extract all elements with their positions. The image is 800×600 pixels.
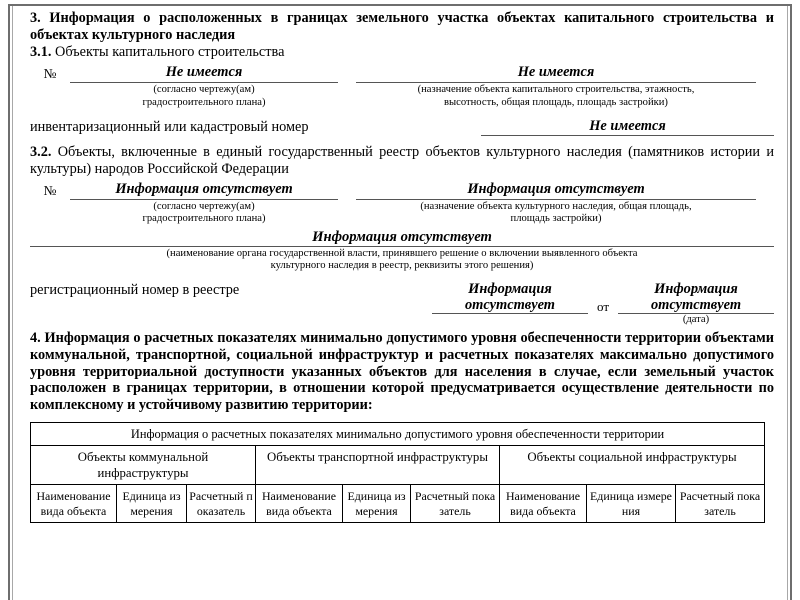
table-col-8: Расчетный показатель bbox=[676, 485, 765, 522]
section-3-1-heading bbox=[30, 44, 774, 61]
inventory-row bbox=[30, 118, 774, 136]
table-group-social: Объекты социальной инфраструктуры bbox=[500, 446, 765, 485]
field-3-1-purpose[interactable] bbox=[356, 64, 756, 109]
table-title-row bbox=[31, 423, 765, 446]
inventory-value: Не имеется bbox=[481, 118, 774, 136]
section-3-2-title: Объекты, включенные в единый государственный реестр объектов культурного наследия (памятников истории и культуры) народов Российской Федерации bbox=[30, 144, 774, 177]
section-3-2-number: 3.2. bbox=[30, 144, 52, 160]
registration-number-value: Информация отсутствует bbox=[432, 281, 588, 314]
table-col-7: Единица измерения bbox=[587, 485, 676, 522]
field-3-1-purpose-value: Не имеется bbox=[356, 64, 756, 83]
inventory-field[interactable] bbox=[481, 118, 774, 136]
slide-border-right bbox=[790, 4, 792, 600]
table-title: Информация о расчетных показателях минимально допустимого уровня обеспеченности территории bbox=[31, 423, 765, 446]
number-symbol-3-2: № bbox=[43, 183, 57, 198]
field-3-1-drawing-caption: (согласно чертежу(ам) градостроительного плана) bbox=[142, 84, 266, 108]
section-4-heading: 4. Информация о расчетных показателях минимально допустимого уровня обеспеченности территории объектами коммунальной, транспортной, социальной инфраструктур и расчетных показателях максимально допустимого уровня территориальной доступности указанных объектов для населения в случае, если земельный участок расположен в границах территории, в отношении которой предусматривается осуществление деятельности по комплексному и устойчивому развитию территории: bbox=[30, 330, 774, 413]
table-col-2: Расчетный показатель bbox=[187, 485, 256, 522]
field-3-2-drawing[interactable] bbox=[70, 181, 338, 226]
document-page bbox=[16, 6, 784, 598]
table-col-4: Единица измерения bbox=[343, 485, 411, 522]
registration-date-field[interactable] bbox=[618, 281, 774, 326]
slide-border-left-inner bbox=[12, 4, 13, 600]
section-3-1-field-row bbox=[30, 64, 774, 109]
inventory-label: инвентаризационный или кадастровый номер bbox=[30, 119, 309, 135]
section-3-2-heading bbox=[30, 144, 774, 178]
authority-field[interactable] bbox=[30, 228, 774, 273]
section-3-2-field-row bbox=[30, 181, 774, 226]
field-3-2-purpose-caption: (назначение объекта культурного наследия, общая площадь, площадь застройки) bbox=[420, 201, 692, 225]
section-3-1-title: Объекты капитального строительства bbox=[51, 44, 285, 61]
slide-border-left bbox=[8, 4, 10, 600]
table-col-5: Расчетный показатель bbox=[411, 485, 500, 522]
field-3-2-purpose[interactable] bbox=[356, 181, 756, 226]
registration-number-field[interactable] bbox=[432, 281, 588, 314]
table-group-communal: Объекты коммунальной инфраструктуры bbox=[31, 446, 256, 485]
table-col-3: Наименование вида объекта bbox=[256, 485, 343, 522]
field-3-2-drawing-value: Информация отсутствует bbox=[70, 181, 338, 200]
registration-connector: от bbox=[596, 299, 609, 314]
table-group-row bbox=[31, 446, 765, 485]
section-3-1-number: 3.1. bbox=[30, 44, 52, 61]
authority-caption: (наименование органа государственной власти, принявшего решение о включении выявленного объекта культурного наследия в реестр, реквизиты этого решения) bbox=[166, 247, 638, 272]
table-col-0: Наименование вида объекта bbox=[31, 485, 117, 522]
field-3-2-drawing-caption: (согласно чертежу(ам) градостроительного плана) bbox=[142, 201, 266, 225]
field-3-1-drawing-value: Не имеется bbox=[70, 64, 338, 83]
registration-label: регистрационный номер в реестре bbox=[30, 282, 240, 298]
indicators-table bbox=[30, 422, 765, 522]
section-3-heading: 3. Информация о расположенных в границах земельного участка объектах капитального строительства и объектах культурного наследия bbox=[30, 10, 774, 43]
field-3-2-purpose-value: Информация отсутствует bbox=[356, 181, 756, 200]
table-col-1: Единица измерения bbox=[117, 485, 187, 522]
table-col-6: Наименование вида объекта bbox=[500, 485, 587, 522]
authority-value: Информация отсутствует bbox=[30, 228, 774, 247]
field-3-1-purpose-caption: (назначение объекта капитального строительства, этажность, высотность, общая площадь, площадь застройки) bbox=[417, 84, 695, 108]
number-symbol-3-1: № bbox=[43, 66, 57, 82]
registration-row bbox=[30, 281, 774, 326]
registration-date-caption: (дата) bbox=[682, 314, 710, 326]
table-column-header-row bbox=[31, 485, 765, 522]
registration-date-value: Информация отсутствует bbox=[618, 281, 774, 314]
field-3-1-drawing[interactable] bbox=[70, 64, 338, 109]
slide-border-right-inner bbox=[787, 4, 788, 600]
table-group-transport: Объекты транспортной инфраструктуры bbox=[256, 446, 500, 485]
